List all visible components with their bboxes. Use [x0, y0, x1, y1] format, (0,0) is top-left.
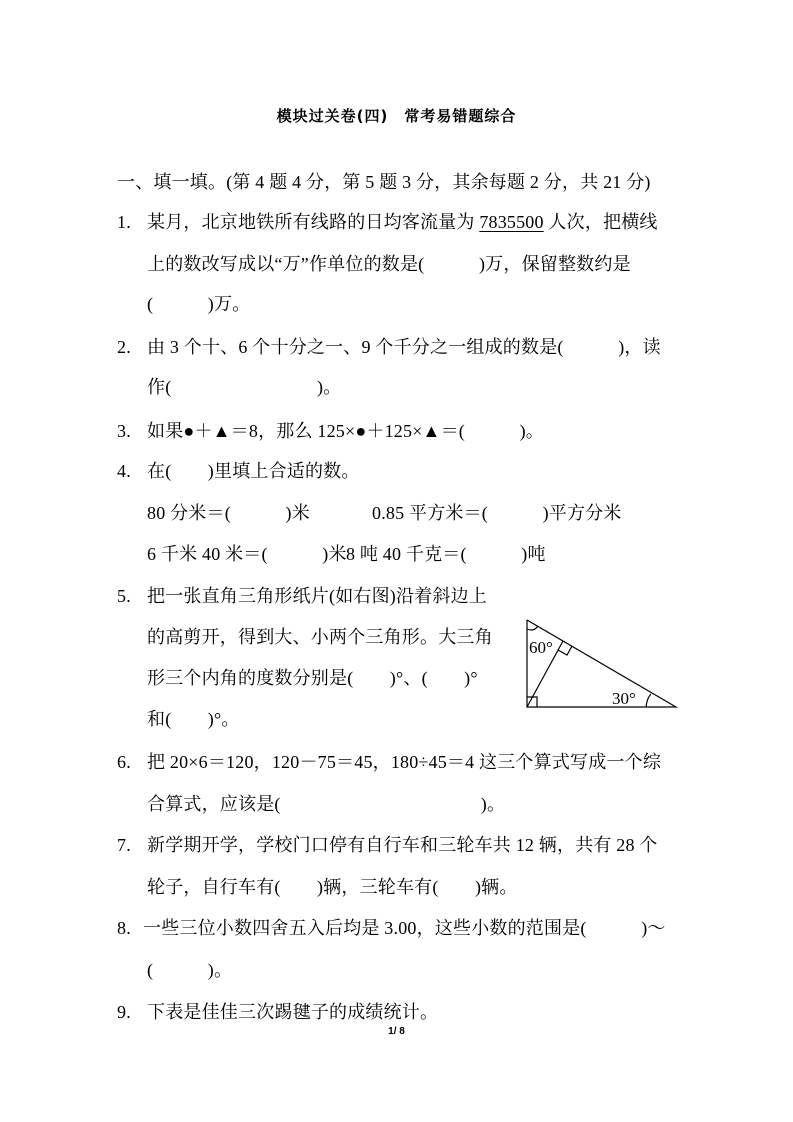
question-8-line-2: ( )。: [147, 960, 233, 980]
angle-60-label: 60°: [529, 638, 553, 657]
question-text: 人次，把横线: [543, 212, 658, 232]
question-5-line-3: 形三个内角的度数分别是( )°、( )°: [147, 668, 478, 688]
question-text: 由 3 个十、6 个十分之一、9 个千分之一组成的数是( )，读: [147, 337, 661, 357]
question-text: 在( )里填上合适的数。: [147, 461, 360, 481]
question-3-line-1: [117, 419, 544, 443]
question-text: 新学期开学，学校门口停有自行车和三轮车共 12 辆，共有 28 个: [147, 835, 658, 855]
question-text: 一些三位小数四舍五入后均是 3.00，这些小数的范围是( )～: [143, 918, 666, 938]
question-9-line-1: [117, 1000, 438, 1024]
question-2-line-1: [117, 335, 661, 359]
angle-30-label: 30°: [612, 689, 636, 708]
question-text: 某月，北京地铁所有线路的日均客流量为: [147, 212, 480, 232]
question-6-line-1: [117, 750, 661, 774]
question-text: 下表是佳佳三次踢毽子的成绩统计。: [147, 1002, 439, 1022]
question-number: 5.: [117, 586, 131, 606]
question-4-row-2b: 8 吨 40 千克＝( )吨: [346, 544, 546, 564]
page-title: 模块过关卷(四) 常考易错题综合: [276, 107, 517, 125]
triangle-diagram: [520, 612, 685, 712]
question-text: 把 20×6＝120，120－75＝45，180÷45＝4 这三个算式写成一个综: [147, 752, 662, 772]
question-text: 把一张直角三角形纸片(如右图)沿着斜边上: [147, 586, 487, 606]
question-number: 3.: [117, 421, 131, 441]
question-6-line-2: 合算式，应该是( )。: [147, 794, 506, 814]
question-4-row-2a: 6 千米 40 米＝( )米: [147, 544, 347, 564]
question-number: 4.: [117, 461, 131, 481]
page-number: 1/ 8: [388, 1026, 405, 1037]
underlined-number: 7835500: [479, 212, 544, 232]
question-5-line-2: 的高剪开，得到大、小两个三角形。大三角: [147, 627, 493, 647]
question-1-line-2: 上的数改写成以“万”作单位的数是( )万，保留整数约是: [147, 254, 631, 274]
question-number: 1.: [117, 212, 131, 232]
question-7-line-2: 轮子，自行车有( )辆，三轮车有( )辆。: [147, 877, 518, 897]
section-heading: 一、填一填。(第 4 题 4 分，第 5 题 3 分，其余每题 2 分，共 21 分): [117, 172, 651, 192]
question-number: 2.: [117, 337, 131, 357]
question-8-line-1: [117, 916, 666, 940]
question-5-line-4: 和( )°。: [147, 709, 240, 729]
question-2-line-2: 作( )。: [147, 377, 342, 397]
question-number: 7.: [117, 835, 131, 855]
question-1-line-1: [117, 210, 658, 234]
question-4-row-1b: 0.85 平方米＝( )平方分米: [372, 503, 622, 523]
question-4-row-1a: 80 分米＝( )米: [147, 503, 310, 523]
question-number: 8.: [117, 918, 131, 938]
question-text: 如果●＋▲＝8，那么 125×●＋125×▲＝( )。: [147, 421, 544, 441]
question-7-line-1: [117, 833, 658, 857]
question-1-line-3: ( )万。: [147, 294, 251, 314]
question-5-line-1: [117, 584, 487, 608]
question-number: 6.: [117, 752, 131, 772]
question-number: 9.: [117, 1002, 131, 1022]
question-4-line-1: [117, 459, 360, 483]
right-triangle-figure: [520, 612, 685, 717]
